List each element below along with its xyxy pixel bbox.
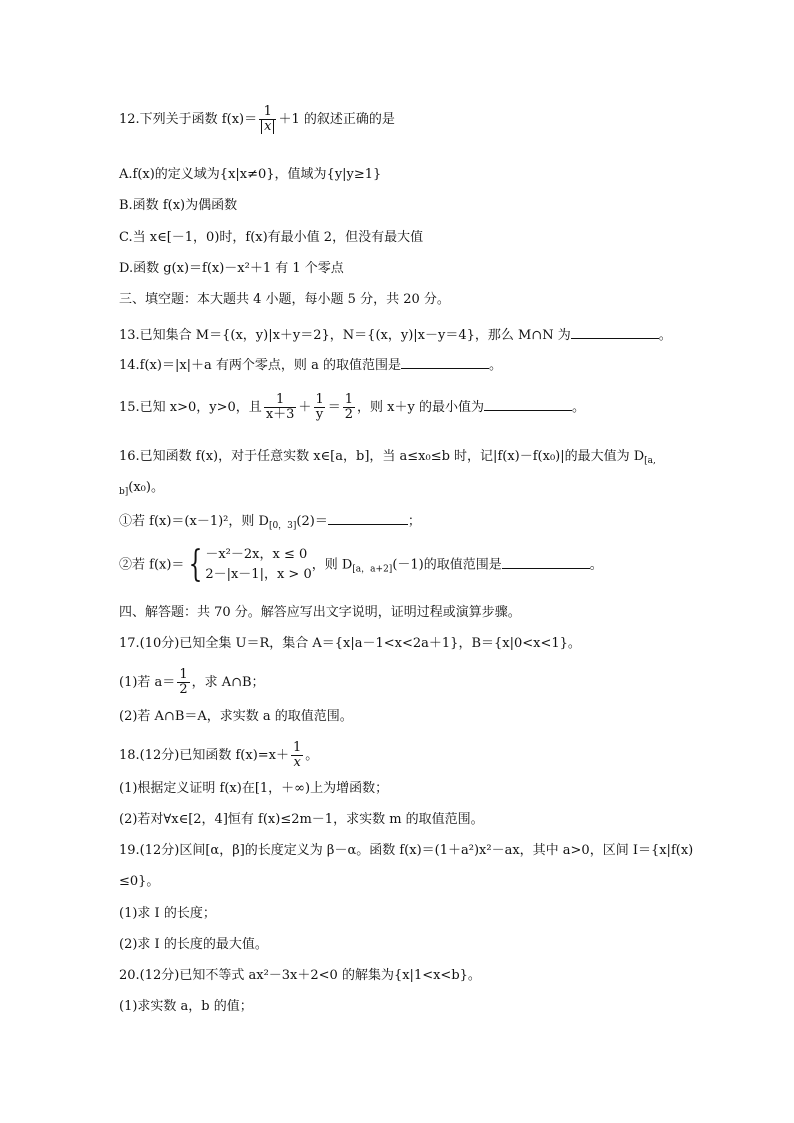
q18-stem-tail: 。 (305, 748, 319, 763)
q16-stem-line2 (119, 479, 164, 501)
q16-part1-end: ； (407, 514, 421, 529)
q16-part2-answer-blank[interactable] (502, 554, 590, 569)
q17-part-2: (2)若 A∩B＝A，求实数 a 的取值范围。 (119, 709, 353, 724)
q16-part-2 (119, 545, 603, 585)
q16-line1-sub: [a, (644, 456, 656, 466)
q18-den: x (293, 755, 301, 770)
q15-f1-den: x＋3 (265, 407, 295, 422)
q12-option-c: C.当 x∈[－1，0)时，f(x)有最小值 2，但没有最大值 (119, 230, 424, 245)
q15-f1-num: 1 (275, 392, 285, 407)
q15-eq: ＝ (327, 400, 341, 415)
q12-frac-den: x (261, 119, 274, 134)
q17-p1-num: 1 (179, 667, 188, 682)
q15-fraction-2 (313, 393, 325, 422)
q16-part1-tail: (2)＝ (296, 514, 328, 529)
q19-part-2: (2)求 I 的长度的最大值。 (119, 937, 268, 952)
q15-tail: ，则 x＋y 的最小值为 (357, 400, 484, 415)
q15-plus: ＋ (298, 400, 312, 415)
q17-p1-den: 2 (179, 682, 188, 697)
q15-end: 。 (571, 400, 585, 415)
q18-stem-lead: 18.(12分)已知函数 f(x)=x＋ (119, 748, 290, 763)
q12-tail: ＋1 的叙述正确的是 (278, 112, 395, 127)
q18-fraction (291, 741, 303, 770)
q16-part2-sub: [a，a+2] (352, 564, 393, 575)
q16-line2-sub: b] (119, 487, 129, 497)
q13-text: 13.已知集合 M＝{(x，y)|x＋y＝2}，N＝{(x，y)|x－y＝4}，那么 M∩N 为 (119, 328, 571, 343)
q15 (119, 393, 585, 422)
q16-part2-mid: ，则 D (311, 557, 353, 573)
q15-lead: 15.已知 x>0，y>0，且 (119, 400, 262, 415)
q16-line1: 16.已知函数 f(x)，对于任意实数 x∈[a，b]，当 a≤x₀≤b 时，记|f(x)－f(x₀)|的最大值为 D (119, 449, 645, 464)
q15-f2-den: y (315, 407, 324, 422)
q14-end: 。 (488, 358, 502, 373)
q16-part2-lead: ②若 f(x)＝ (119, 557, 185, 573)
q18-stem (119, 741, 318, 770)
q16-part-1 (119, 510, 421, 535)
q12-option-b: B.函数 f(x)为偶函数 (119, 198, 238, 213)
q18-num: 1 (293, 740, 302, 755)
q14 (119, 354, 502, 375)
q13-end: 。 (658, 328, 672, 343)
q18-part-1: (1)根据定义证明 f(x)在[1，＋∞)上为增函数； (119, 781, 389, 796)
q12-option-a: A.f(x)的定义域为{x|x≠0}，值域为{y|y≥1} (119, 167, 382, 182)
q19-stem-line1: 19.(12分)区间[α，β]的长度定义为 β－α。函数 f(x)＝(1＋a²)x²－ax，其中 a>0，区间 I＝{x|f(x) (119, 843, 694, 858)
q20-part-1: (1)求实数 a，b 的值； (119, 999, 253, 1014)
section-4-heading: 四、解答题：共 70 分。解答应写出文字说明，证明过程或演算步骤。 (119, 605, 521, 620)
q16-part1-answer-blank[interactable] (328, 510, 408, 525)
q12-option-d: D.函数 g(x)＝f(x)－x²＋1 有 1 个零点 (119, 261, 344, 276)
q17-p1-lead: (1)若 a＝ (119, 675, 176, 690)
q14-text: 14.f(x)＝|x|＋a 有两个零点，则 a 的取值范围是 (119, 358, 401, 373)
q16-part1-sub: [0，3] (268, 521, 297, 531)
q15-f2-num: 1 (315, 392, 324, 407)
q20-stem: 20.(12分)已知不等式 ax²－3x＋2<0 的解集为{x|1<x<b}。 (119, 968, 481, 983)
q19-stem-line2: ≤0}。 (119, 874, 160, 889)
q15-f3-num: 1 (344, 392, 354, 407)
q12-fraction (259, 105, 276, 134)
q12-lead: 12.下列关于函数 f(x)＝ (119, 112, 258, 127)
q17-part-1 (119, 668, 265, 697)
q19-part-1: (1)求 I 的长度； (119, 906, 216, 921)
q15-f3-den: 2 (344, 407, 354, 422)
q15-answer-blank[interactable] (484, 396, 572, 411)
q17-p1-tail: ，求 A∩B； (191, 675, 265, 690)
q16-piecewise (205, 545, 311, 585)
q14-answer-blank[interactable] (401, 354, 489, 369)
q13-answer-blank[interactable] (571, 324, 659, 339)
q17-stem: 17.(10分)已知全集 U＝R，集合 A＝{x|a－1<x<2a＋1}，B＝{x|0<x<1}。 (119, 636, 581, 651)
q16-part2-tail: (－1)的取值范围是 (392, 557, 502, 573)
q12-stem (119, 105, 395, 134)
q16-part2-end: 。 (589, 557, 603, 573)
q16-case-1: －x²－2x，x ≤ 0 (205, 547, 308, 562)
q18-part-2: (2)若对∀x∈[2，4]恒有 f(x)≤2m－1，求实数 m 的取值范围。 (119, 812, 484, 827)
q13 (119, 324, 672, 345)
q15-fraction-1 (264, 393, 297, 422)
q16-case-2: 2－|x－1|，x > 0 (205, 567, 312, 582)
q12-frac-num: 1 (263, 104, 272, 119)
q16-part1-lead: ①若 f(x)＝(x－1)²，则 D (119, 514, 269, 529)
left-brace-icon: { (189, 544, 203, 585)
q16-line2: (x₀)。 (128, 480, 164, 495)
q17-fraction (177, 668, 189, 697)
q16-stem-line1 (119, 448, 656, 470)
q15-fraction-3 (343, 393, 355, 422)
section-3-heading: 三、填空题：本大题共 4 小题，每小题 5 分，共 20 分。 (119, 292, 450, 307)
